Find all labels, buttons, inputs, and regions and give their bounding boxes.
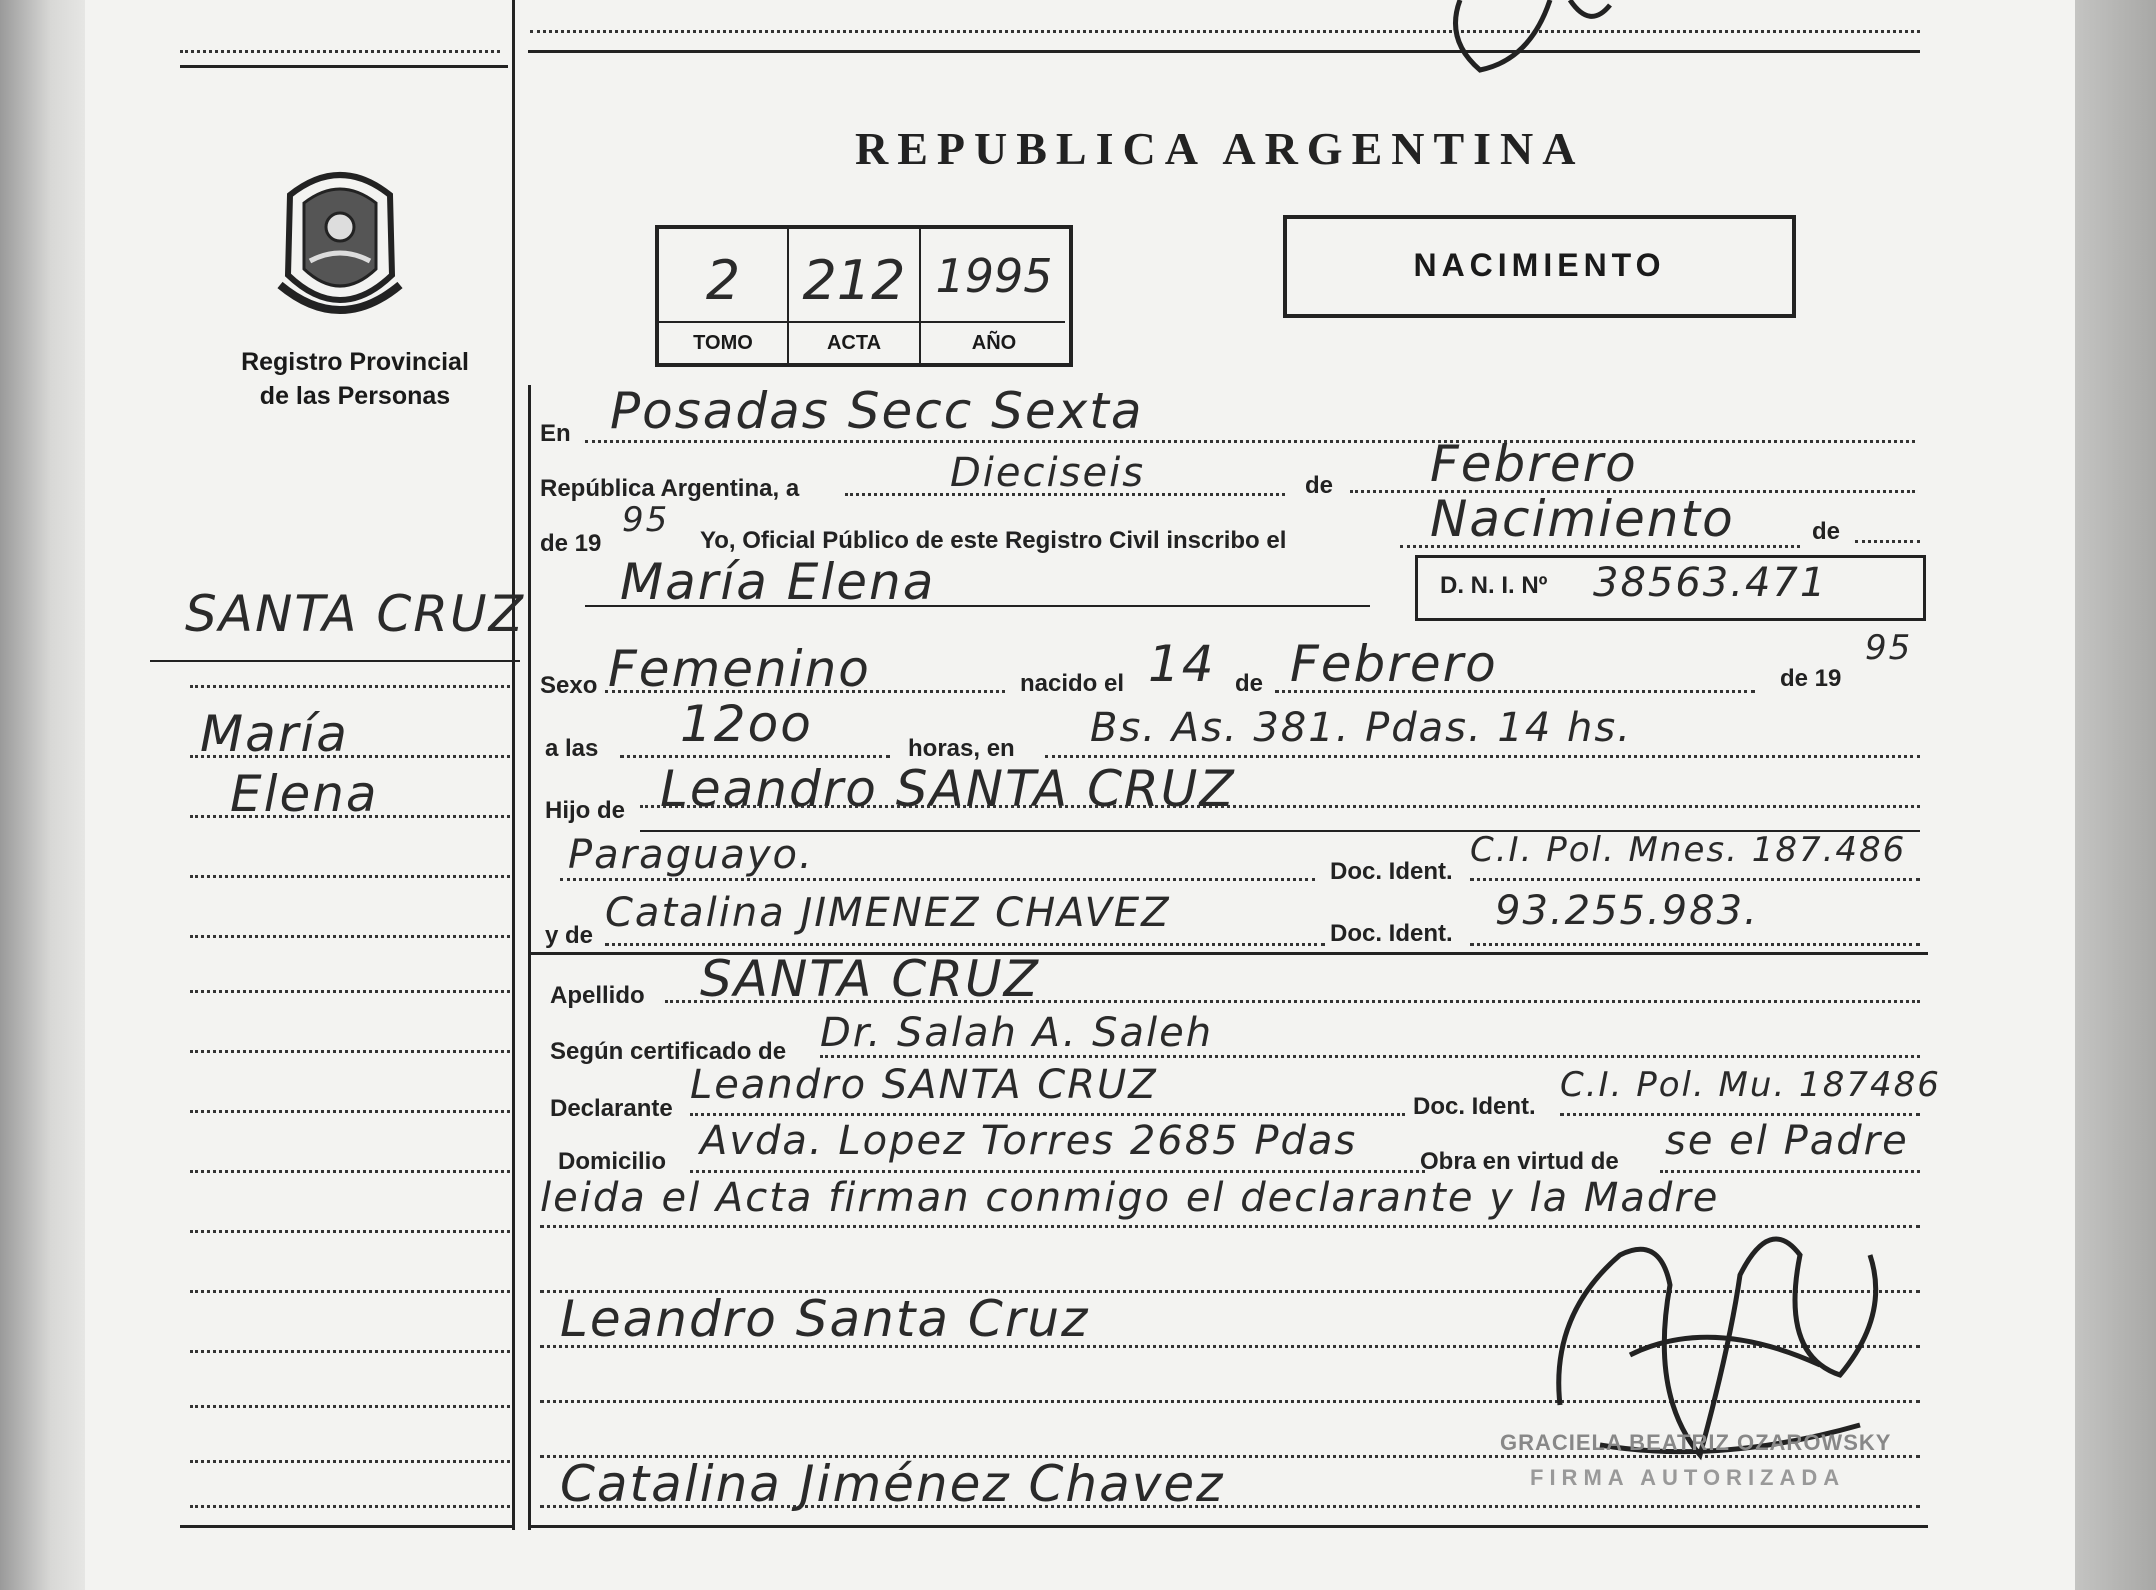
margin-dots-13: [190, 1405, 510, 1408]
form-left-border: [528, 385, 531, 1530]
label-doc-ident-2: Doc. Ident.: [1330, 920, 1453, 947]
provincial-seal-icon: [270, 165, 410, 325]
margin-column-divider: [512, 0, 515, 1530]
line-birth-place: [1045, 755, 1920, 758]
tomo-cell: [659, 229, 789, 363]
tomo-label: TOMO: [693, 332, 753, 354]
top-rule-right: [528, 50, 1920, 53]
value-sex: Femenino: [608, 640, 871, 698]
margin-given-name-2: Elena: [230, 765, 379, 823]
label-de-19: de 19: [540, 530, 602, 557]
margin-dots-12: [190, 1350, 510, 1353]
line-time: [620, 755, 890, 758]
label-domicilio: Domicilio: [558, 1148, 667, 1175]
label-de-after: de: [1812, 518, 1841, 545]
value-declarant-doc: C.I. Pol. Mu. 187486: [1560, 1065, 1941, 1105]
top-signature-fragment-icon: [1440, 0, 1620, 80]
value-obra: se el Padre: [1665, 1118, 1909, 1164]
margin-dots-6: [190, 990, 510, 993]
acta-cell: [789, 229, 921, 363]
line-nationality: [560, 878, 1315, 881]
registry-name-line1: Registro Provincial: [241, 348, 469, 376]
label-hijo-de: Hijo de: [545, 797, 626, 824]
document-title: REPUBLICA ARGENTINA: [855, 123, 1585, 174]
value-declarant: Leandro SANTA CRUZ: [690, 1062, 1158, 1108]
margin-dots-14: [190, 1460, 510, 1463]
margin-bottom-rule: [180, 1525, 512, 1528]
line-father-doc: [1470, 878, 1920, 881]
record-number-box: [655, 225, 1073, 367]
line-address: [690, 1170, 1425, 1173]
label-doc-ident-1: Doc. Ident.: [1330, 858, 1453, 885]
line-mother-doc: [1470, 943, 1920, 946]
line-mother: [605, 943, 1325, 946]
ano-label: AÑO: [971, 332, 1017, 354]
acta-value: 212: [802, 249, 906, 312]
value-mother-name: Catalina JIMENEZ CHAVEZ: [605, 890, 1171, 936]
signature-mother: Catalina Jiménez Chavez: [560, 1455, 1225, 1513]
value-month: Febrero: [1430, 435, 1638, 493]
margin-surname: SANTA CRUZ: [185, 585, 525, 643]
top-rule-left: [180, 65, 508, 68]
value-address: Avda. Lopez Torres 2685 Pdas: [700, 1118, 1358, 1164]
margin-dots-8: [190, 1110, 510, 1113]
page-edge: [2075, 0, 2156, 1590]
label-de-mes: de: [1235, 670, 1264, 697]
margin-line-0: [150, 660, 520, 662]
value-surname: SANTA CRUZ: [700, 950, 1040, 1008]
label-de: de: [1305, 472, 1334, 499]
registry-name: [220, 345, 490, 413]
margin-dots-2: [190, 755, 510, 758]
signature-father: Leandro Santa Cruz: [560, 1290, 1090, 1348]
book-spine: [0, 0, 85, 1590]
line-de-after: [1855, 540, 1920, 543]
record-box-divider: [659, 321, 1065, 323]
value-certificate-by: Dr. Salah A. Saleh: [820, 1010, 1214, 1056]
line-child-name: [585, 605, 1370, 607]
value-birth-year: 95: [1865, 628, 1913, 668]
value-mother-doc: 93.255.983.: [1495, 888, 1759, 934]
margin-dots-3: [190, 815, 510, 818]
stamp-name: GRACIELA BEATRIZ OZAROWSKY: [1500, 1430, 1892, 1455]
label-republica: República Argentina, a: [540, 475, 800, 502]
margin-dots-5: [190, 935, 510, 938]
value-father-nationality: Paraguayo.: [568, 832, 814, 878]
label-y-de: y de: [545, 922, 594, 949]
label-obra-en-virtud: Obra en virtud de: [1420, 1148, 1619, 1175]
line-declarant: [690, 1113, 1405, 1116]
label-segun-certificado: Según certificado de: [550, 1038, 787, 1065]
line-declarant-doc: [1560, 1113, 1920, 1116]
line-en: [585, 440, 1915, 443]
label-sexo: Sexo: [540, 672, 598, 699]
margin-dots-10: [190, 1230, 510, 1233]
value-year-suffix: 95: [622, 500, 670, 540]
margin-dots-4: [190, 875, 510, 878]
margin-dots-15: [190, 1505, 510, 1508]
line-obra: [1660, 1170, 1920, 1173]
value-birth-place: Bs. As. 381. Pdas. 14 hs.: [1090, 705, 1632, 751]
value-dni: 38563.471: [1593, 560, 1828, 606]
label-yo-oficial: Yo, Oficial Público de este Registro Civil inscribo el: [700, 527, 1287, 554]
value-act-type: Nacimiento: [1430, 490, 1735, 548]
dni-box: [1415, 555, 1926, 621]
value-birth-time: 12oo: [680, 695, 813, 753]
value-birth-day: 14: [1148, 635, 1216, 693]
top-dotted-line-left: [180, 50, 500, 53]
value-day-words: Dieciseis: [950, 450, 1146, 496]
stamp-title: FIRMA AUTORIZADA: [1530, 1465, 1846, 1490]
value-father-doc: C.I. Pol. Mnes. 187.486: [1470, 830, 1907, 870]
value-father-name: Leandro SANTA CRUZ: [660, 760, 1236, 818]
acta-label: ACTA: [826, 332, 882, 354]
document-type-box: [1283, 215, 1796, 318]
margin-dots-11: [190, 1290, 510, 1293]
label-nacido-el: nacido el: [1020, 670, 1125, 697]
label-declarante: Declarante: [550, 1095, 673, 1122]
ano-value: 1995: [935, 249, 1053, 303]
label-de-19-b: de 19: [1780, 665, 1842, 692]
bottom-rule: [528, 1525, 1928, 1528]
tomo-value: 2: [705, 249, 741, 312]
top-dotted-line-right: [530, 30, 1920, 33]
label-a-las: a las: [545, 735, 599, 762]
label-doc-ident-3: Doc. Ident.: [1413, 1093, 1536, 1120]
value-place: Posadas Secc Sexta: [610, 382, 1144, 440]
value-child-name: María Elena: [620, 553, 936, 611]
margin-dots-9: [190, 1170, 510, 1173]
value-birth-month: Febrero: [1290, 635, 1498, 693]
label-horas-en: horas, en: [908, 735, 1015, 762]
value-notes: leida el Acta firman conmigo el declarante y la Madre: [540, 1175, 1720, 1221]
label-apellido: Apellido: [550, 982, 645, 1009]
label-dni: D. N. I. Nº: [1440, 572, 1548, 599]
document-type-label: NACIMIENTO: [1413, 247, 1666, 283]
label-en: En: [540, 420, 571, 447]
margin-given-name-1: María: [200, 705, 349, 763]
registry-name-line2: de las Personas: [259, 382, 451, 410]
margin-dots-1: [190, 685, 510, 688]
margin-dots-7: [190, 1050, 510, 1053]
ano-cell: [921, 229, 1067, 363]
